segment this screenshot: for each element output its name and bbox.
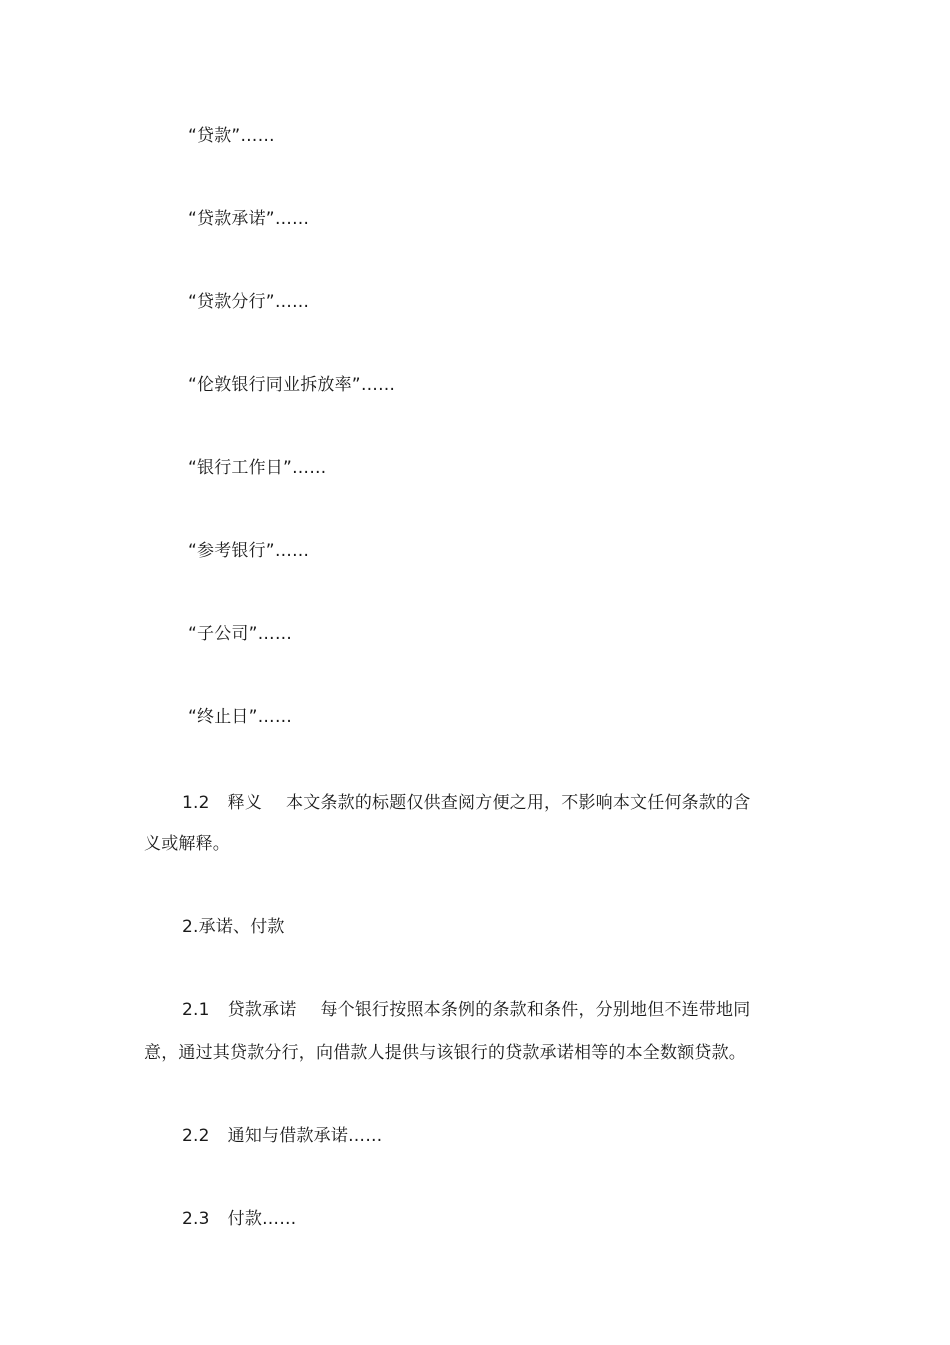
- clause-text: 本文条款的标题仅供查阅方便之用，不影响本文任何条款的含: [286, 793, 751, 813]
- clause-number: 2.3: [182, 1209, 210, 1229]
- clause-2-1-line1: [182, 998, 750, 1022]
- clause-title: 贷款承诺: [227, 1000, 297, 1020]
- definition-subsidiary: “子公司”……: [188, 624, 293, 644]
- definition-business-day: “银行工作日”……: [188, 458, 327, 478]
- definition-libor: “伦敦银行同业拆放率”……: [188, 375, 396, 395]
- clause-2-2: [182, 1124, 382, 1148]
- definition-reference-bank: “参考银行”……: [188, 541, 310, 561]
- clause-text: 付款……: [227, 1209, 297, 1229]
- definition-termination-date: “终止日”……: [188, 707, 293, 727]
- clause-1-2-line1: [182, 791, 750, 815]
- definition-loan-commitment: “贷款承诺”……: [188, 209, 310, 229]
- clause-number: 1.2: [182, 793, 210, 813]
- clause-1-2-line2: 义或解释。: [144, 834, 230, 854]
- section-2-heading: 2.承诺、付款: [182, 917, 285, 937]
- definition-lending-office: “贷款分行”……: [188, 292, 310, 312]
- clause-text: 每个银行按照本条例的条款和条件，分别地但不连带地同: [320, 1000, 751, 1020]
- clause-number: 2.1: [182, 1000, 210, 1020]
- clause-title: 释义: [227, 793, 263, 813]
- clause-number: 2.2: [182, 1126, 210, 1146]
- clause-2-1-line2: 意，通过其贷款分行，向借款人提供与该银行的贷款承诺相等的本全数额贷款。: [144, 1043, 746, 1063]
- clause-text: 通知与借款承诺……: [227, 1126, 383, 1146]
- definition-loan: “贷款”……: [188, 126, 275, 146]
- clause-2-3: [182, 1207, 296, 1231]
